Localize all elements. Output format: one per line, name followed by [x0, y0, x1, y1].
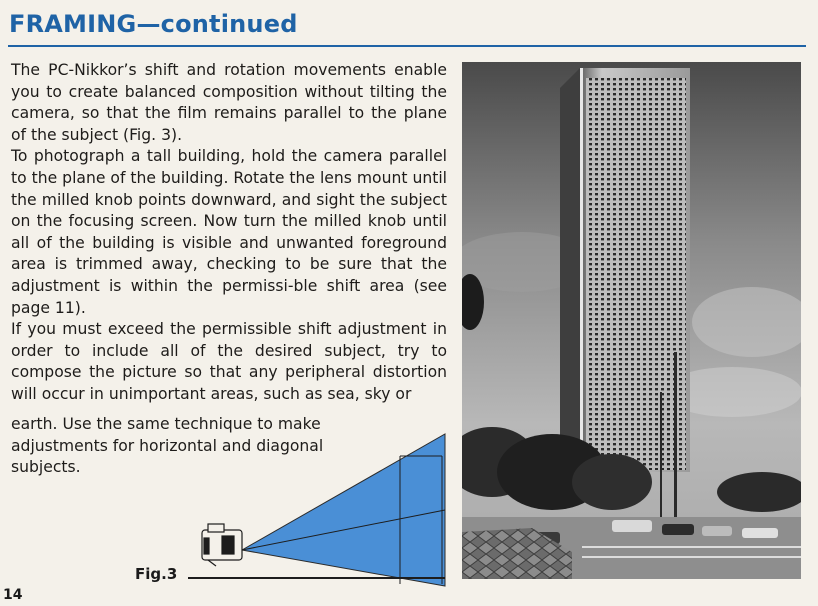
paragraph-1: The PC-Nikkor’s shift and rotation movements enable you to create balanced composition without tilting the camera, so that the film remains parallel to the plane of the subject (Fig. 3).	[11, 61, 447, 144]
figure-3-diagram	[180, 426, 450, 591]
body-text	[11, 60, 447, 406]
camera-icon	[202, 524, 242, 566]
paragraph-3-tail: earth. Use the same technique to make adjustments for horizontal and diagonal subjects.	[11, 415, 324, 477]
figure-label: Fig.3	[135, 565, 178, 583]
paragraph-3: If you must exceed the permissible shift adjustment in order to include all of the desired subject, try to compose the picture so that any peripheral distortion will occur in unimportant areas, such as sea, sky or	[11, 320, 447, 403]
title-rule	[8, 45, 806, 47]
paragraph-2: To photograph a tall building, hold the camera parallel to the plane of the building. Rotate the lens mount until the milled knob points downward, and sight the subject on the focusing screen. Now turn the milled knob until all of the building is visible and unwanted foreground area is trimmed away, checking to be sure that the adjustment is within the permissi-ble shift area (see page 11).	[11, 147, 447, 317]
field-of-view-cone	[242, 434, 445, 586]
building-photo	[462, 62, 801, 579]
page-title: FRAMING—continued	[9, 10, 298, 38]
page-number: 14	[3, 587, 23, 603]
